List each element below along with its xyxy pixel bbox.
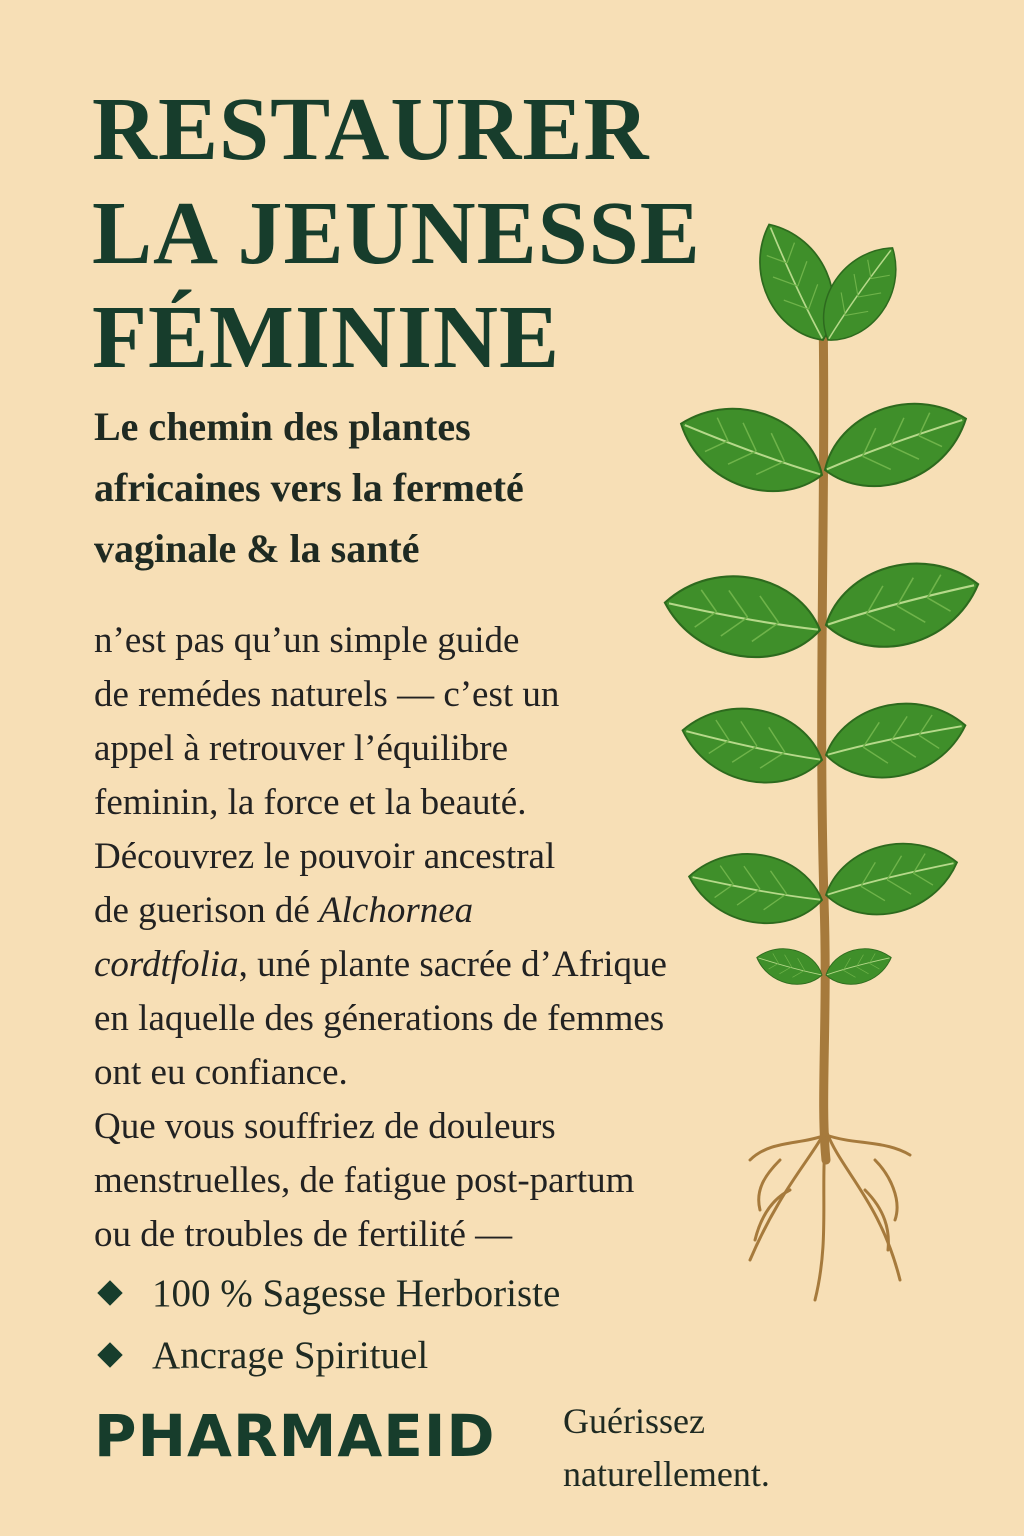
feature-label: Ancrage Spirituel xyxy=(152,1333,429,1377)
tagline xyxy=(563,1395,770,1501)
body-line: menstruelles, de fatigue post-partum xyxy=(94,1160,635,1201)
body-line: n’est pas qu’un simple guide xyxy=(94,620,520,661)
feature-label: 100 % Sagesse Herboriste xyxy=(152,1271,561,1315)
tagline-line-1: Guérissez xyxy=(563,1401,705,1441)
plant-name-italic: cordtfolia xyxy=(94,944,239,985)
diamond-bullet-icon xyxy=(98,1281,122,1305)
plant-name-italic: Alchornea xyxy=(319,890,474,931)
subtitle-line-1: Le chemin des plantes xyxy=(94,404,471,449)
subtitle-line-3: vaginale & la santé xyxy=(94,526,420,571)
body-line: feminin, la force et la beauté. xyxy=(94,782,527,823)
feature-item xyxy=(94,1324,560,1386)
body-line: ou de troubles de fertilité — xyxy=(94,1214,513,1255)
plant-with-roots-icon xyxy=(640,200,1000,1310)
body-line: appel à retrouver l’équilibre xyxy=(94,728,508,769)
brand-logo-text: PHARMAEID xyxy=(94,1402,496,1470)
body-line: en laquelle des génerations de femmes xyxy=(94,998,665,1039)
title-line-1: RESTAURER xyxy=(92,80,650,179)
title-line-3: FÉMININE xyxy=(92,288,561,387)
subtitle-line-2: africaines vers la fermeté xyxy=(94,465,524,510)
body-line: de remédes naturels — c’est un xyxy=(94,674,560,715)
title-line-2: LA JEUNESSE xyxy=(92,184,701,283)
diamond-bullet-icon xyxy=(98,1343,122,1367)
tagline-line-2: naturellement. xyxy=(563,1454,770,1494)
body-text-segment: de guerison dé xyxy=(94,890,320,931)
body-line: Découvrez le pouvoir ancestral xyxy=(94,836,556,877)
feature-list xyxy=(94,1262,560,1386)
body-text-segment: , uné plante sacrée d’Afrique xyxy=(238,944,667,985)
subtitle xyxy=(94,396,654,579)
body-line: ont eu confiance. xyxy=(94,1052,348,1093)
body-line: Que vous souffriez de douleurs xyxy=(94,1106,556,1147)
feature-item xyxy=(94,1262,560,1324)
